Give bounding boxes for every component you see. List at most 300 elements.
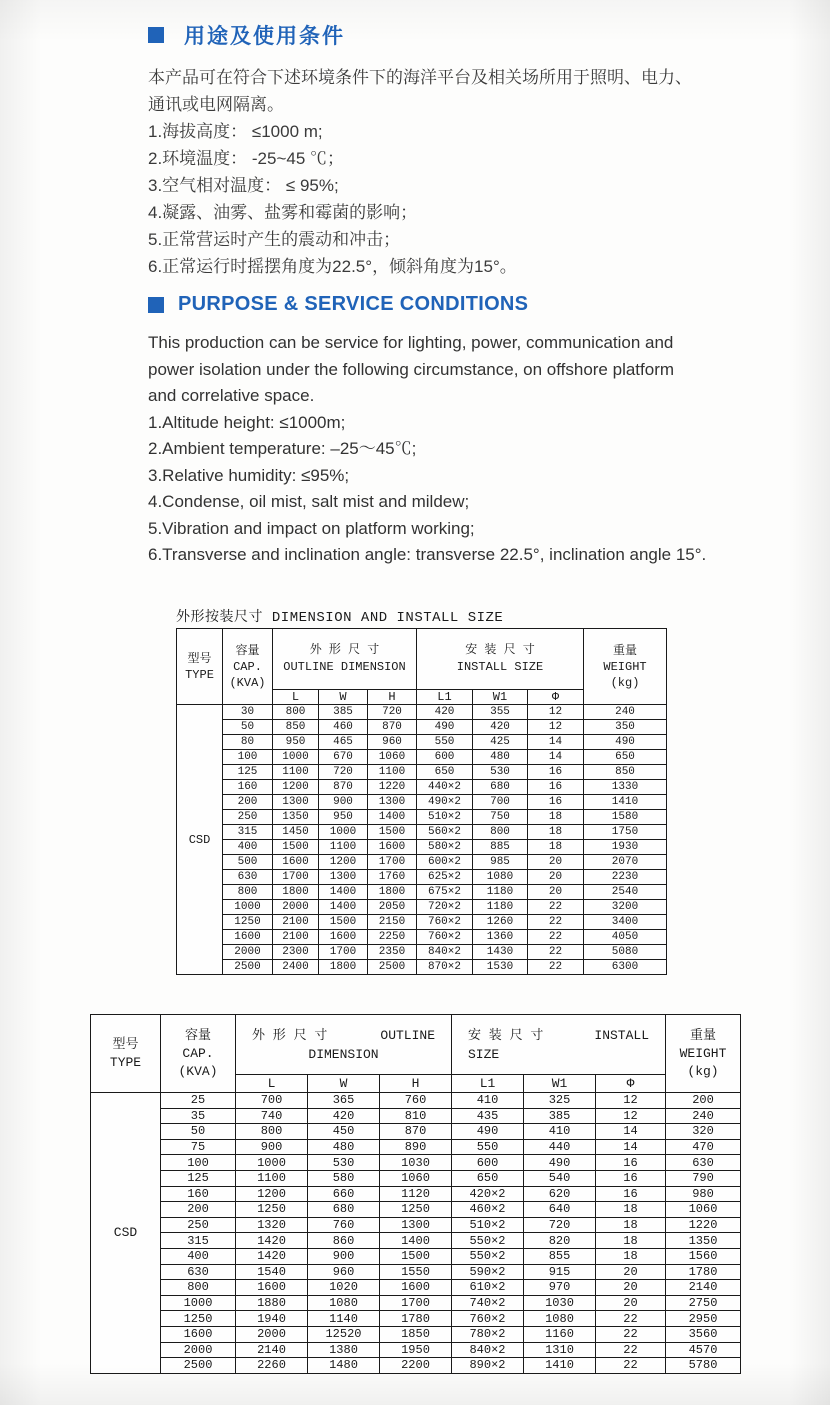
table-cell: 435 xyxy=(452,1108,524,1124)
table-cell: 590×2 xyxy=(452,1264,524,1280)
table-cell: 12520 xyxy=(308,1326,380,1342)
table-cell: 680 xyxy=(473,780,528,795)
table-cell: 1080 xyxy=(524,1311,596,1327)
table-cell: 1030 xyxy=(524,1295,596,1311)
type-value-cell: CSD xyxy=(113,1225,138,1241)
table-row xyxy=(161,1186,741,1202)
text-line: WEIGHT xyxy=(679,1045,727,1061)
table-cell: 12 xyxy=(528,720,584,735)
table-cell: 440 xyxy=(524,1139,596,1155)
table-cell: 675×2 xyxy=(417,885,473,900)
table-cell: 1600 xyxy=(236,1280,308,1296)
table-cell: 2250 xyxy=(368,930,417,945)
text-line: 重量 xyxy=(612,643,637,658)
table-cell: 22 xyxy=(596,1342,666,1358)
table-cell: 1250 xyxy=(161,1311,236,1327)
table-cell: 470 xyxy=(666,1139,741,1155)
table-cell: 1560 xyxy=(666,1248,741,1264)
table-cell: 18 xyxy=(596,1202,666,1218)
table-cell: 22 xyxy=(596,1358,666,1374)
table-cell: 1030 xyxy=(380,1155,452,1171)
table-cell: 480 xyxy=(473,750,528,765)
table-cell: 860 xyxy=(308,1233,380,1249)
table-cell: 540 xyxy=(524,1170,596,1186)
table-cell: 30 xyxy=(223,705,273,720)
table-cell: 790 xyxy=(666,1170,741,1186)
col-group-install: 安 装 尺 寸 INSTALL SIZE xyxy=(417,629,584,690)
table-cell: 720×2 xyxy=(417,900,473,915)
table-cell: 900 xyxy=(308,1248,380,1264)
table-cell: 1760 xyxy=(368,870,417,885)
table-cell: 12 xyxy=(596,1093,666,1109)
table-cell: 1000 xyxy=(236,1155,308,1171)
table-cell: 14 xyxy=(528,750,584,765)
table-cell: 420 xyxy=(308,1108,380,1124)
table-cell: 18 xyxy=(528,810,584,825)
table-cell: 2000 xyxy=(273,900,319,915)
table-cell: 1250 xyxy=(236,1202,308,1218)
table-cell: 4570 xyxy=(666,1342,741,1358)
table-cell: 22 xyxy=(528,960,584,975)
table-cell: 1950 xyxy=(380,1342,452,1358)
table-cell: 410 xyxy=(452,1093,524,1109)
table-cell: 490 xyxy=(524,1155,596,1171)
table-cell: 2070 xyxy=(584,855,667,870)
table-cell: 410 xyxy=(524,1124,596,1140)
text-line: 5.正常营运时产生的震动和冲击； xyxy=(148,230,401,249)
table-cell: 1200 xyxy=(319,855,368,870)
table-cell: 550×2 xyxy=(452,1233,524,1249)
table-cell: 870 xyxy=(319,780,368,795)
col-header-W1: W1 xyxy=(524,1075,596,1093)
table-cell: 620 xyxy=(524,1186,596,1202)
table-cell: 1080 xyxy=(308,1295,380,1311)
text-line: 容量 xyxy=(235,643,260,658)
intro-paragraph-cn xyxy=(148,64,728,118)
table-row xyxy=(161,1139,741,1155)
table-cell: 100 xyxy=(161,1155,236,1171)
table-row xyxy=(161,1170,741,1186)
col-group-install: 安 装 尺 寸 INSTALL SIZE xyxy=(452,1015,666,1075)
col-header-L1: L1 xyxy=(417,690,473,705)
table-cell: 1430 xyxy=(473,945,528,960)
table-row xyxy=(223,945,667,960)
table-cell: 385 xyxy=(319,705,368,720)
table-cell: 125 xyxy=(223,765,273,780)
table-cell: 1800 xyxy=(319,960,368,975)
table-row xyxy=(161,1093,741,1109)
col-header-capacity xyxy=(223,629,273,705)
table-cell: 490 xyxy=(417,720,473,735)
table-cell: 810 xyxy=(380,1108,452,1124)
text-line: CAP. xyxy=(233,659,262,674)
table-cell: 1060 xyxy=(380,1170,452,1186)
table-cell: 1060 xyxy=(666,1202,741,1218)
table-cell: 550 xyxy=(452,1139,524,1155)
table-cell: 1400 xyxy=(368,810,417,825)
table-cell: 2000 xyxy=(223,945,273,960)
table-cell: 2950 xyxy=(666,1311,741,1327)
text-line: 5.Vibration and impact on platform working; xyxy=(148,518,475,538)
table-cell: 650 xyxy=(417,765,473,780)
table-cell: 1360 xyxy=(473,930,528,945)
table-cell: 630 xyxy=(223,870,273,885)
table-cell: 50 xyxy=(223,720,273,735)
table-cell: 800 xyxy=(236,1124,308,1140)
table-cell: 420×2 xyxy=(452,1186,524,1202)
table-cell: 890 xyxy=(380,1139,452,1155)
table-cell: 850 xyxy=(273,720,319,735)
table-cell: 1140 xyxy=(308,1311,380,1327)
table-row xyxy=(223,765,667,780)
table-cell: 980 xyxy=(666,1186,741,1202)
table-cell: 1600 xyxy=(161,1326,236,1342)
col-header-H: H xyxy=(368,690,417,705)
col-header-L: L xyxy=(236,1075,308,1093)
table-cell: 465 xyxy=(319,735,368,750)
table-cell: 855 xyxy=(524,1248,596,1264)
table-cell: 440×2 xyxy=(417,780,473,795)
table-cell: 20 xyxy=(528,870,584,885)
table-cell: 700 xyxy=(236,1093,308,1109)
table-cell: 1000 xyxy=(319,825,368,840)
text-line: 2.环境温度： -25~45 ℃； xyxy=(148,149,345,168)
table-cell: 1220 xyxy=(666,1217,741,1233)
text-line: 4.凝露、油雾、盐雾和霉菌的影响； xyxy=(148,203,418,222)
table-cell: 2000 xyxy=(236,1326,308,1342)
table-row xyxy=(223,885,667,900)
table-cell: 720 xyxy=(524,1217,596,1233)
table-cell: 850 xyxy=(584,765,667,780)
text-line: 6.Transverse and inclination angle: transverse 22.5°, inclination angle 15°. xyxy=(148,545,707,564)
table-cell: 2050 xyxy=(368,900,417,915)
col-group-outline: 外 形 尺 寸 OUTLINE DIMENSION xyxy=(236,1015,452,1075)
text-line: (kg) xyxy=(610,675,640,690)
table-cell: 580×2 xyxy=(417,840,473,855)
table-row xyxy=(161,1280,741,1296)
table-cell: 365 xyxy=(308,1093,380,1109)
table-row xyxy=(161,1311,741,1327)
table-cell: 22 xyxy=(596,1326,666,1342)
table-cell: 1600 xyxy=(368,840,417,855)
table-cell: 400 xyxy=(223,840,273,855)
table-cell: 1080 xyxy=(473,870,528,885)
table-cell: 2260 xyxy=(236,1358,308,1374)
col-header-L: L xyxy=(273,690,319,705)
table-cell: 780×2 xyxy=(452,1326,524,1342)
table-row xyxy=(161,1217,741,1233)
text-line: (KVA) xyxy=(178,1063,218,1079)
table-cell: 1000 xyxy=(273,750,319,765)
table-cell: 530 xyxy=(308,1155,380,1171)
table-row xyxy=(161,1155,741,1171)
col-header-L1: L1 xyxy=(452,1075,524,1093)
table-cell: 22 xyxy=(528,900,584,915)
table-cell: 3200 xyxy=(584,900,667,915)
table-cell: 1100 xyxy=(319,840,368,855)
text-line: 本产品可在符合下述环境条件下的海洋平台及相关场所用于照明、电力、 xyxy=(148,68,692,87)
section-heading-en xyxy=(148,293,788,316)
table-cell: 1000 xyxy=(161,1295,236,1311)
table-cell: 900 xyxy=(236,1139,308,1155)
table-cell: 20 xyxy=(596,1280,666,1296)
table-cell: 1780 xyxy=(666,1264,741,1280)
table-cell: 1120 xyxy=(380,1186,452,1202)
table-cell: 22 xyxy=(528,945,584,960)
type-header-cell xyxy=(91,1015,160,1093)
table-cell: 16 xyxy=(596,1186,666,1202)
table-cell: 510×2 xyxy=(452,1217,524,1233)
table-cell: 1600 xyxy=(380,1280,452,1296)
table-cell: 1100 xyxy=(368,765,417,780)
table-cell: 2150 xyxy=(368,915,417,930)
table-cell: 1320 xyxy=(236,1217,308,1233)
table-cell: 315 xyxy=(223,825,273,840)
table-cell: 750 xyxy=(473,810,528,825)
table-cell: 1300 xyxy=(380,1217,452,1233)
table-cell: 22 xyxy=(528,930,584,945)
table-cell: 5780 xyxy=(666,1358,741,1374)
table-cell: 1700 xyxy=(273,870,319,885)
table-cell: 1930 xyxy=(584,840,667,855)
table-cell: 325 xyxy=(524,1093,596,1109)
table-cell: 970 xyxy=(524,1280,596,1296)
col-header-W1: W1 xyxy=(473,690,528,705)
col-header-W: W xyxy=(308,1075,380,1093)
table-cell: 1000 xyxy=(223,900,273,915)
table-cell: 1350 xyxy=(666,1233,741,1249)
text-line: 型号 xyxy=(187,651,212,666)
table-cell: 2100 xyxy=(273,915,319,930)
table-cell: 985 xyxy=(473,855,528,870)
condition-list-en xyxy=(148,410,788,569)
table-cell: 1180 xyxy=(473,885,528,900)
table-cell: 16 xyxy=(528,780,584,795)
table-cell: 25 xyxy=(161,1093,236,1109)
table-cell: 1880 xyxy=(236,1295,308,1311)
table-cell: 1350 xyxy=(273,810,319,825)
table-cell: 160 xyxy=(161,1186,236,1202)
table-cell: 1300 xyxy=(368,795,417,810)
table-cell: 550×2 xyxy=(452,1248,524,1264)
table-cell: 160 xyxy=(223,780,273,795)
table-cell: 700 xyxy=(473,795,528,810)
type-column xyxy=(176,628,222,975)
table-cell: 885 xyxy=(473,840,528,855)
table-cell: 1480 xyxy=(308,1358,380,1374)
text-line: 1.海拔高度： ≤1000 m; xyxy=(148,122,323,141)
table-cell: 490×2 xyxy=(417,795,473,810)
table-cell: 1180 xyxy=(473,900,528,915)
table-cell: 760×2 xyxy=(417,915,473,930)
table-row xyxy=(223,870,667,885)
table-cell: 630 xyxy=(161,1264,236,1280)
table-cell: 800 xyxy=(223,885,273,900)
table-cell: 560×2 xyxy=(417,825,473,840)
table-cell: 490 xyxy=(452,1124,524,1140)
table-cell: 2500 xyxy=(368,960,417,975)
table-row xyxy=(223,720,667,735)
text-line: 4.Condense, oil mist, salt mist and mildew; xyxy=(148,492,470,511)
intro-paragraph-en xyxy=(148,330,788,410)
table-row xyxy=(161,1248,741,1264)
table-row xyxy=(223,810,667,825)
table-cell: 680 xyxy=(308,1202,380,1218)
table-cell: 1540 xyxy=(236,1264,308,1280)
table-row xyxy=(223,855,667,870)
table-cell: 1600 xyxy=(273,855,319,870)
table-cell: 2140 xyxy=(236,1342,308,1358)
table-cell: 1250 xyxy=(223,915,273,930)
table-cell: 550 xyxy=(417,735,473,750)
text-line: 3.Relative humidity: ≤95%; xyxy=(148,465,350,485)
table-cell: 890×2 xyxy=(452,1358,524,1374)
text-line: (KVA) xyxy=(229,675,266,690)
col-header-W: W xyxy=(319,690,368,705)
text-line: 2.Ambient temperature: –25～45℃; xyxy=(148,439,417,458)
table-cell: 600 xyxy=(452,1155,524,1171)
table-cell: 1100 xyxy=(273,765,319,780)
table-row xyxy=(161,1233,741,1249)
table-cell: 870 xyxy=(380,1124,452,1140)
table-cell: 1100 xyxy=(236,1170,308,1186)
table-cell: 1380 xyxy=(308,1342,380,1358)
table-cell: 1410 xyxy=(584,795,667,810)
table-row xyxy=(223,915,667,930)
table-cell: 720 xyxy=(319,765,368,780)
table-cell: 800 xyxy=(273,705,319,720)
table-cell: 1310 xyxy=(524,1342,596,1358)
table-cell: 1700 xyxy=(368,855,417,870)
table-cell: 350 xyxy=(584,720,667,735)
section-title-cn: 用途及使用条件 xyxy=(184,25,345,48)
col-header-phi: Φ xyxy=(596,1075,666,1093)
table-cell: 22 xyxy=(596,1311,666,1327)
text-line: TYPE xyxy=(185,667,214,682)
type-column xyxy=(90,1014,160,1374)
table-cell: 1700 xyxy=(380,1295,452,1311)
table-cell: 4050 xyxy=(584,930,667,945)
table-cell: 640 xyxy=(524,1202,596,1218)
table-cell: 1330 xyxy=(584,780,667,795)
purpose-section-cn xyxy=(148,20,728,280)
table-cell: 950 xyxy=(319,810,368,825)
table-cell: 20 xyxy=(596,1264,666,1280)
table-cell: 75 xyxy=(161,1139,236,1155)
table-cell: 18 xyxy=(528,840,584,855)
table-cell: 950 xyxy=(273,735,319,750)
blue-square-icon xyxy=(148,27,164,43)
table-cell: 460 xyxy=(319,720,368,735)
table-cell: 14 xyxy=(596,1139,666,1155)
table-cell: 200 xyxy=(161,1202,236,1218)
table-cell: 2500 xyxy=(161,1358,236,1374)
table-cell: 400 xyxy=(161,1248,236,1264)
table-cell: 1420 xyxy=(236,1233,308,1249)
purpose-section-en xyxy=(148,293,788,569)
table-cell: 200 xyxy=(223,795,273,810)
text-line: 通讯或电网隔离。 xyxy=(148,95,284,114)
table-cell: 22 xyxy=(528,915,584,930)
table-cell: 510×2 xyxy=(417,810,473,825)
table-row xyxy=(223,750,667,765)
table-cell: 800 xyxy=(473,825,528,840)
table-cell: 1410 xyxy=(524,1358,596,1374)
section-title-en: PURPOSE & SERVICE CONDITIONS xyxy=(178,293,529,315)
table-row xyxy=(223,705,667,720)
table-cell: 20 xyxy=(528,885,584,900)
table-cell: 760 xyxy=(380,1093,452,1109)
table-cell: 2500 xyxy=(223,960,273,975)
table-cell: 1300 xyxy=(273,795,319,810)
table-cell: 760×2 xyxy=(452,1311,524,1327)
table-cell: 630 xyxy=(666,1155,741,1171)
text-line: CAP. xyxy=(182,1045,214,1061)
table-cell: 18 xyxy=(596,1248,666,1264)
dimension-table-2-grid xyxy=(160,1014,741,1374)
table-row xyxy=(161,1295,741,1311)
table-cell: 760×2 xyxy=(417,930,473,945)
col-group-outline: 外 形 尺 寸 OUTLINE DIMENSION xyxy=(273,629,417,690)
table-cell: 1600 xyxy=(319,930,368,945)
text-line: power isolation under the following circumstance, on offshore platform xyxy=(148,359,675,379)
table-cell: 740×2 xyxy=(452,1295,524,1311)
table-cell: 530 xyxy=(473,765,528,780)
table-cell: 1200 xyxy=(236,1186,308,1202)
table-cell: 1400 xyxy=(380,1233,452,1249)
table-row xyxy=(223,780,667,795)
table-cell: 320 xyxy=(666,1124,741,1140)
section-heading-cn xyxy=(148,20,728,50)
table-cell: 18 xyxy=(596,1233,666,1249)
table-cell: 670 xyxy=(319,750,368,765)
table-cell: 2230 xyxy=(584,870,667,885)
table-row xyxy=(223,840,667,855)
table-cell: 800 xyxy=(161,1280,236,1296)
table-cell: 600 xyxy=(417,750,473,765)
text-line: WEIGHT xyxy=(603,659,647,674)
table-cell: 80 xyxy=(223,735,273,750)
table-cell: 1800 xyxy=(368,885,417,900)
table-cell: 660 xyxy=(308,1186,380,1202)
text-line: This production can be service for lighting, power, communication and xyxy=(148,333,674,352)
text-line: 型号 xyxy=(112,1036,139,1052)
text-line: 容量 xyxy=(184,1027,211,1043)
table-row xyxy=(223,960,667,975)
table-cell: 900 xyxy=(319,795,368,810)
type-header-cell xyxy=(177,629,222,705)
table-cell: 250 xyxy=(161,1217,236,1233)
table-cell: 16 xyxy=(596,1170,666,1186)
table-cell: 16 xyxy=(528,765,584,780)
col-header-H: H xyxy=(380,1075,452,1093)
table-cell: 425 xyxy=(473,735,528,750)
table-row xyxy=(161,1108,741,1124)
table-cell: 420 xyxy=(417,705,473,720)
table-cell: 1940 xyxy=(236,1311,308,1327)
table-cell: 240 xyxy=(666,1108,741,1124)
col-header-weight xyxy=(584,629,667,705)
table-cell: 870 xyxy=(368,720,417,735)
table-cell: 1750 xyxy=(584,825,667,840)
table-cell: 3400 xyxy=(584,915,667,930)
table-cell: 315 xyxy=(161,1233,236,1249)
condition-list-cn xyxy=(148,118,728,280)
table-cell: 20 xyxy=(596,1295,666,1311)
table-cell: 355 xyxy=(473,705,528,720)
table-cell: 480 xyxy=(308,1139,380,1155)
text-line: 重量 xyxy=(689,1027,716,1043)
